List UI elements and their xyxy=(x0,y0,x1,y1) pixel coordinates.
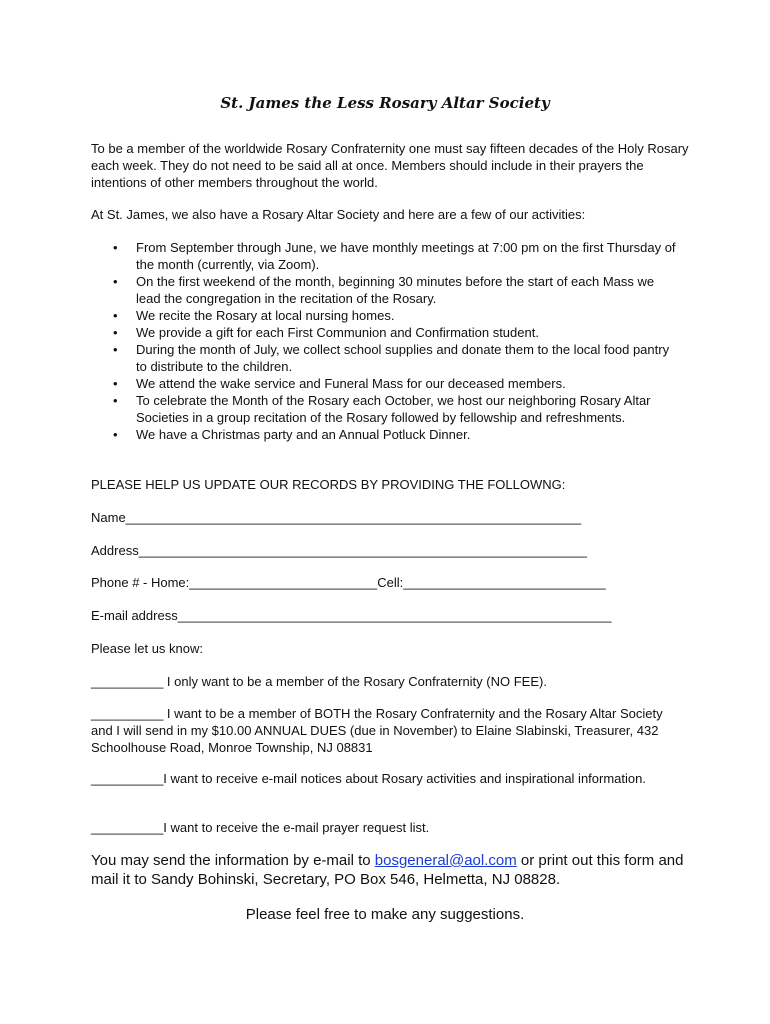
let-us-know-label: Please let us know: xyxy=(91,641,204,656)
email-field[interactable]: E-mail address____________________________________________________________ xyxy=(91,608,612,623)
address-field[interactable]: Address______________________________________________________________ xyxy=(91,543,587,558)
activity-item: • We recite the Rosary at local nursing homes. xyxy=(91,307,681,324)
activity-item: • We have a Christmas party and an Annual Potluck Dinner. xyxy=(91,426,681,443)
send-instructions xyxy=(91,851,691,889)
activities-list xyxy=(91,239,681,443)
activities-intro: At St. James, we also have a Rosary Altar Society and here are a few of our activities: xyxy=(91,207,586,222)
option-both-with-dues[interactable]: __________ I want to be a member of BOTH the Rosary Confraternity and the Rosary Altar Society and I will send in my $10.00 ANNUAL DUES (due in November) to Elaine Slabinski, Treasurer, 432 Schoolhouse Road, Monroe Township, NJ 08831 xyxy=(91,706,663,755)
option-prayer-request-list[interactable]: __________I want to receive the e-mail prayer request list. xyxy=(91,820,430,835)
phone-field[interactable]: Phone # - Home:__________________________Cell:____________________________ xyxy=(91,575,606,590)
update-records-heading: PLEASE HELP US UPDATE OUR RECORDS BY PROVIDING THE FOLLOWNG: xyxy=(91,477,566,492)
send-text-before: You may send the information by e-mail to xyxy=(91,852,375,869)
option-email-notices[interactable]: __________I want to receive e-mail notices about Rosary activities and inspirational information. xyxy=(91,771,646,786)
email-link[interactable]: bosgeneral@aol.com xyxy=(374,852,517,869)
activity-item: • From September through June, we have monthly meetings at 7:00 pm on the first Thursday of the month (currently, via Zoom). xyxy=(91,239,681,273)
option-confraternity-only[interactable]: __________ I only want to be a member of the Rosary Confraternity (NO FEE). xyxy=(91,674,547,689)
activity-item: • We provide a gift for each First Communion and Confirmation student. xyxy=(91,324,681,341)
intro-paragraph: To be a member of the worldwide Rosary Confraternity one must say fifteen decades of the Holy Rosary each week. They do not need to be said all at once. Members should include in their prayers the intentions of other members throughout the world. xyxy=(91,141,689,190)
document-title: St. James the Less Rosary Altar Society xyxy=(220,94,550,112)
activity-item: • To celebrate the Month of the Rosary each October, we host our neighboring Rosary Altar Societies in a group recitation of the Rosary followed by fellowship and refreshments. xyxy=(91,392,681,426)
send-text-after: or print out this form and mail it to Sandy Bohinski, Secretary, PO Box 546, Helmetta, NJ 08828. xyxy=(91,852,684,888)
suggestions-note: Please feel free to make any suggestions. xyxy=(245,906,525,923)
activity-item: • On the first weekend of the month, beginning 30 minutes before the start of each Mass we lead the congregation in the recitation of the Rosary. xyxy=(91,273,681,307)
name-field[interactable]: Name_______________________________________________________________ xyxy=(91,510,582,525)
activity-item: • We attend the wake service and Funeral Mass for our deceased members. xyxy=(91,375,681,392)
activity-item: • During the month of July, we collect school supplies and donate them to the local food pantry to distribute to the children. xyxy=(91,341,681,375)
